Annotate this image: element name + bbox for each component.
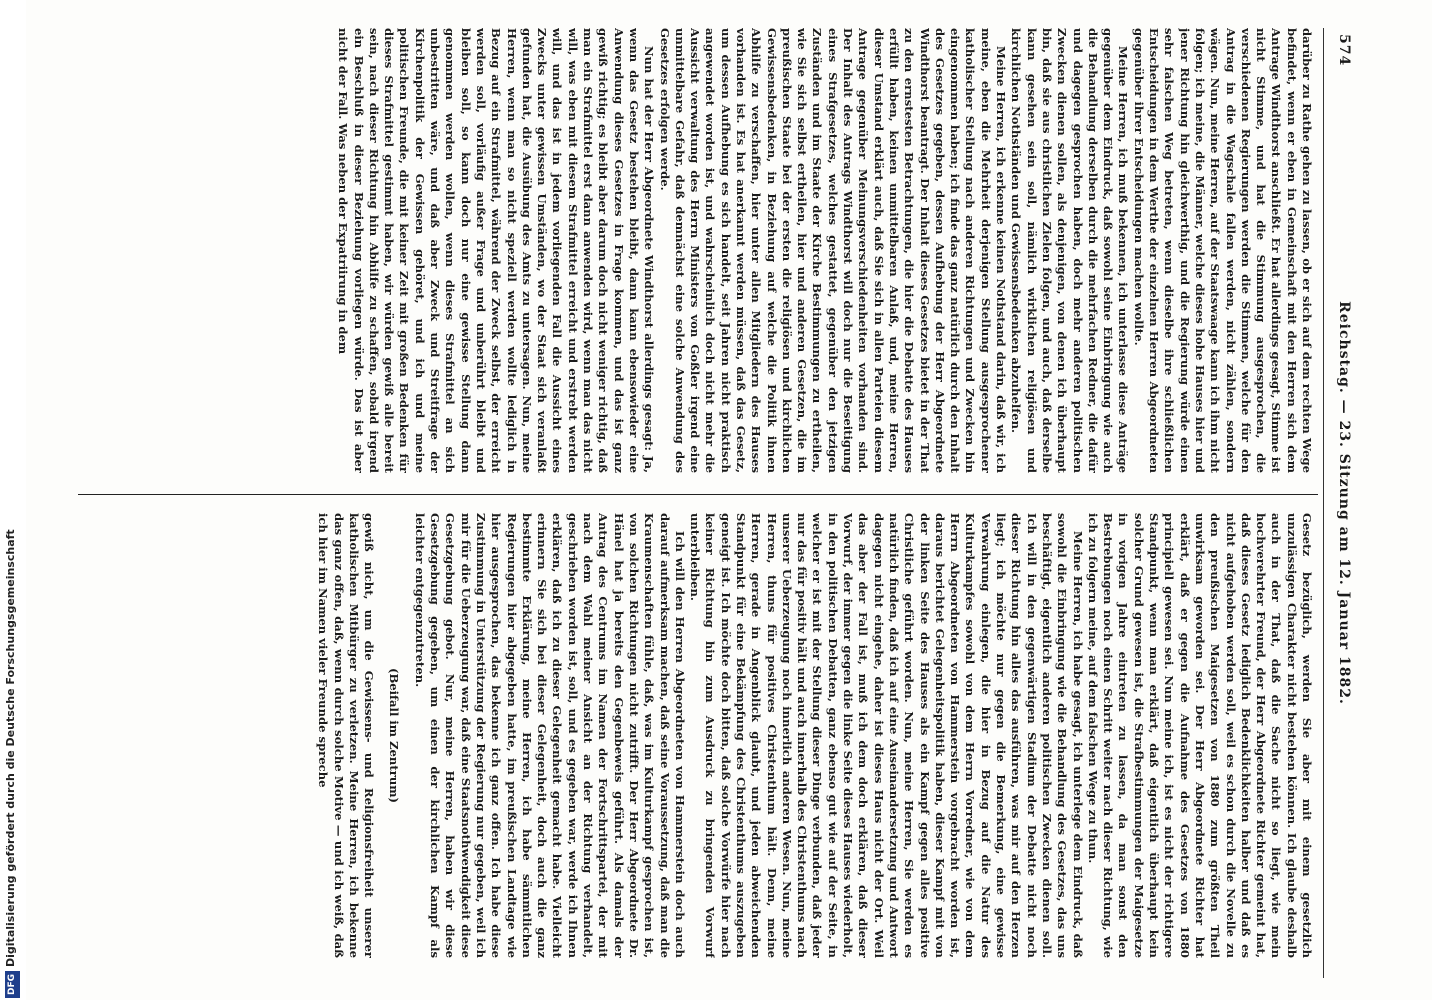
page-header (1322, 28, 1362, 978)
rotated-page-content (72, 28, 1362, 978)
paragraph: Gesetz bezüglich, werden Sie aber mit einem gesetzlich unzulässigen Charakter nicht bestehen können. Ich glaube deshalb auch in der That, daß die Sache nicht so liegt, wie mein hochverehrter Freund, der Herr Abgeordnete Richter gemeint hat, daß dieses Gesetz lediglich Bedenklichkeiten halber und daß es nicht aufgehoben werden soll, weil es schon durch die Novelle zu den preußischen Maigesetzen von 1880 zum größten Theil unwirksam geworden sei. Der Herr Abgeordnete Richter hat erklärt, daß er gegen die Aufnahme des Gesetzes von 1880 principiell gewesen sei. Nun meine ich, ist es nicht der richtigere Standpunkt, wenn man erklärt, daß eigentlich überhaupt kein solcher Grund gewesen ist, die Strafbestimmungen der Maigesetze in vorigen Jahre eintreten zu lassen, da man sonst den Bestrebungen noch einen Schritt weiter nach dieser Richtung, wie ich zu folgern meine, auf dem falschen Wege zu thun. (1085, 513, 1314, 958)
credit-band (0, 0, 26, 1000)
left-column (84, 28, 1314, 473)
column-divider (78, 494, 1318, 495)
running-title: Reichstag. — 23. Sitzung am 12. Januar 1882. (1336, 301, 1352, 705)
paragraph: Meine Herren, ich muß bekennen, ich unterlasse diese Anträge gegenüber dem Eindruck, daß sowohl seine Einbringung wie auch die Behandlung derselben durch die mehrfachen Redner, die dafür und dagegen gesprochen haben, doch mehr anderen politischen Zwecken dienen sollen, als denjenigen, von denen ich überhaupt bin, daß sie aus christlichen Zielen folgen, und auch, daß derselbe kann gesehen sein soll, nämlich wirklichen religiösen und kirchlichen Nothständen und Gewissensbedenken abzuhelfen. (1009, 28, 1131, 473)
paragraph: Meine Herren, ich habe gesagt, ich unterlege dem Eindruck, daß sowohl die Einbringung wie die Behandlung des Gesetzes, das uns beschäftigt, eigentlich anderen politischen Zwecken dienen soll. Ich will in den gegenwärtigen Stadium der Debatte nicht noch dieser Richtung hin alles das ausführen, was mir auf den Herzen liegt; ich möchte nur gegen die Bemerkung, eine gewisse Verwahrung einlegen, die hier in Bezug auf die Natur des Kulturkampfes sowohl von dem Herrn Vorredner, wie von dem Herrn Abgeordneten von Hammerstein vorgebracht worden ist, daraus berichtet Gelegenheitspolitik haben, dieser Kampf mit von der linken Seite des Hauses als ein Kampf gegen alles positive Christliche geführt worden. Nun, meine Herren, Sie werden es natürlich finden, daß ich auf eine Auseinandersetzung und Antwort dagegen nicht eingehe, daher ist dieses Haus nicht der Ort. Weil das aber der Fall ist, muß ich dem doch erklären, daß dieser Vorwurf, der immer gegen die linke Seite dieses Hauses wiederholt, in den politischen Debatten, ganz ebenso gut wie auf der Seite, in welcher er ist mit der Stellung dieser Dinge verbunden, daß jeder nur das für positiv hält und auch innerhalb des Christenthums nach unserer Ueberzeugung noch innerlich anderen Wesen. Nun, meine Herren, thuns für positives Christenthum hält. Denn, meine Herren, gerade in Angenblick glaubt, und jeden abweichenden Standpunkt für eine Bekämpfung des Christenthums auszugeben geneigt ist. Ich möchte doch bitten, daß solche Vorwürfe hier nach keiner Richtung hin zum Ausdruck zu bringenden Vorwurf unterbleiben. (688, 513, 1085, 958)
dfg-logo: DFG (5, 971, 20, 998)
stage-direction: (Beifall im Zentrum) (387, 667, 402, 804)
credit-text: Digitalisierung gefördert durch die Deutsche Forschungsgemeinschaft (4, 529, 17, 967)
paragraph: Nun hat der Herr Abgeordnete Windthorst allerdings gesagt: Ja, wenn das Gesetz bestehen bleibt, dann kann ebensowieder eine Anwendung dieses Gesetzes in Frage kommen, und das ist ganz gewiß richtig; es bleibt aber darum doch nicht weniger richtig, daß man ein Strafmittel erst dann anwenden wird, wenn man das nicht will, was eben mit diesem Strafmittel erreicht und erstrebt werden will, und das ist in jedem vorliegenden Fall die Aussicht eines Zwecks unter gewissen Umständen, wo der Staat sich veranlaßt gefunden hat, die Ausübung des Amts zu untersagen. Nun, meine Herren, wenn man so nicht speziell werden wollte lediglich in Bezug auf ein Strafmittel, während der Zweck selbst, der erreicht werden soll, vorläufig außer Frage und unberührt bleibt und bleiben soll, so kann doch nur eine gewisse Stellung dann genommen werden wollen, wenn dieses Strafmittel an sich unbestritten wäre, und daß aber Zweck und Streitfrage der Kirchenpolitik der Gewissen gehöret, und ich und meine politischen Freunde, die mit keiner Zeit mit großen Bedenken für dieses Strafmittel gestimmt haben, wir würden gewiß alle bereit sein, nach dieser Richtung hin Abhilfe zu schaffen, sobald irgend ein Beschluß in dieser Beziehung vorliegen würde. Das ist aber nicht der Fall. Was neben der Expatriirung in dem (336, 28, 657, 473)
paragraph: Meine Herren, ich erkenne keinen Nothstand darin, daß wir, ich meine, eben die Mehrheit derjenigen Stellung ausgesprochener katholischer Stellung nach anderen Richtungen und Zwecken hin eingenommen haben; ich finde das ganz natürlich durch den Inhalt des Gesetzes gegeben, dessen Aufhebung der Herr Abgeordnete Windthorst beantragt. Der Inhalt dieses Gesetzes bietet in der That zu den ernstesten Betrachtungen, die hier die Debatte des Hauses erfüllt haben, keinen unmittelbaren Anlaß, und, meine Herren, dieser Umstand erklärt auch, daß Sie sich in allen Parteien diesem Antrage gegenüber Meinungsverschiedenheiten vorhanden sind. Der Inhalt des Antrags Windthorst will doch nur die Beseitigung eines Strafgesetzes, welches gestattet, gegenüber den jetzigen Zuständen und im Staate der Kirche Bestimmungen zu ertheilen, wie Sie sich selbst ertheilen, hier und anderen Gesetzen, die im preußischen Staate bei der ersten die religiösen und kirchlichen Gewissensbedenken, in Beziehung auf welche die Politik ihnen Abhilfe zu verschaffen, hier unter allen Mitgliedern des Hauses vorhanden ist. Es hat anerkannt werden müssen, daß das Gesetz, um dessen Aufhebung es sich handelt, seit Jahren nicht praktisch angewendet worden ist, und wahrscheinlich doch nicht mehr die Aussicht verwaltung des Herrn Ministers von Goßler irgend eine unmittelbare Gefahr, daß demnächst eine solche Anwendung des Gesetzes erfolgen werde. (657, 28, 1009, 473)
right-column (84, 513, 1314, 958)
paragraph: darüber zu Rathe gehen zu lassen, ob er sich auf dem rechten Wege befindet, wenn er eben in Gemeinschaft mit den Herren sich dem Antrage Windthorst anschließt. Er hat allerdings gesagt, Stimme ist nicht Stimme, und hat die Stimmung ausgesprochen, die verschiedenen Regierungen werden die Stimmen, welche für den Antrag in die Wagschale fallen werden, nicht zählen, sondern wägen. Nun, meine Herren, auf der Staatswaage kann ich ihm nicht folgen; ich meine, die Männer, welche dieses hohe Hauses hier und jener Richtung hin gleichwerthig, und die Regierung würde einen sehr falschen Weg betreten, wenn dieselbe ihre schließlichen Entscheidungen in dem Werthe der einzelnen Herren Abgeordneten gegenüber ihrer Entscheidungen machen wollte. (1131, 28, 1314, 473)
page-number: 574 (1336, 34, 1352, 67)
digitization-credit (4, 8, 22, 998)
paragraph: Ich will den Herren Abgeordneten von Hammerstein doch auch darauf aufmerksam machen, daß seine Voraussetzung, daß man die Kraumenschaften fühle, daß, was im Kulturkampf gesprochen ist, von solchen Richtungen nicht zutrifft. Der Herr Abgeordnete Dr. Hänel hat ja bereits den Gegenbeweis geführt. Als damals der Antrag des Centrums im Namen der Fortschrittspartei, der mit nach dem Wahl meiner Ansicht an der Richtung verhandelt, geschrieben worden ist, soll, und es gegeben war, werde ich Ihnen erklären, daß ich zu dieser Gelegenheit gemacht habe. Vielleicht erinnern Sie sich bei dieser Gelegenheit, doch auch die ganz bestimmte Erklärung, meine Herren, ich habe sämmtlichen Regierungen hier abgegeben hatte, im preußischen Landtage wie hier ausgesprochen, das bekenne ich ganz offen. Ich habe diese Zustimmung in Unterstützung der Regierung nur gegeben, weil ich mir für die Ueberzeugung war, daß eine Staatsnothwendigkeit diese Gesetzgebung gebot. Nur, meine Herren, haben wir diese Gesetzgebung gegeben, um einen der kirchlichen Kampf als leichter entgegenzutreten. (412, 513, 687, 958)
paragraph: gewiß nicht, um die Gewissens- und Religionsfreiheit unserer katholischen Mitbürger zu verletzen. Meine Herren, ich bekenne das ganz offen, daß, wenn durch solche Motive — und ich weiß, daß ich hier im Namen vieler Freunde spreche (316, 513, 377, 958)
header-rule (1323, 28, 1324, 978)
